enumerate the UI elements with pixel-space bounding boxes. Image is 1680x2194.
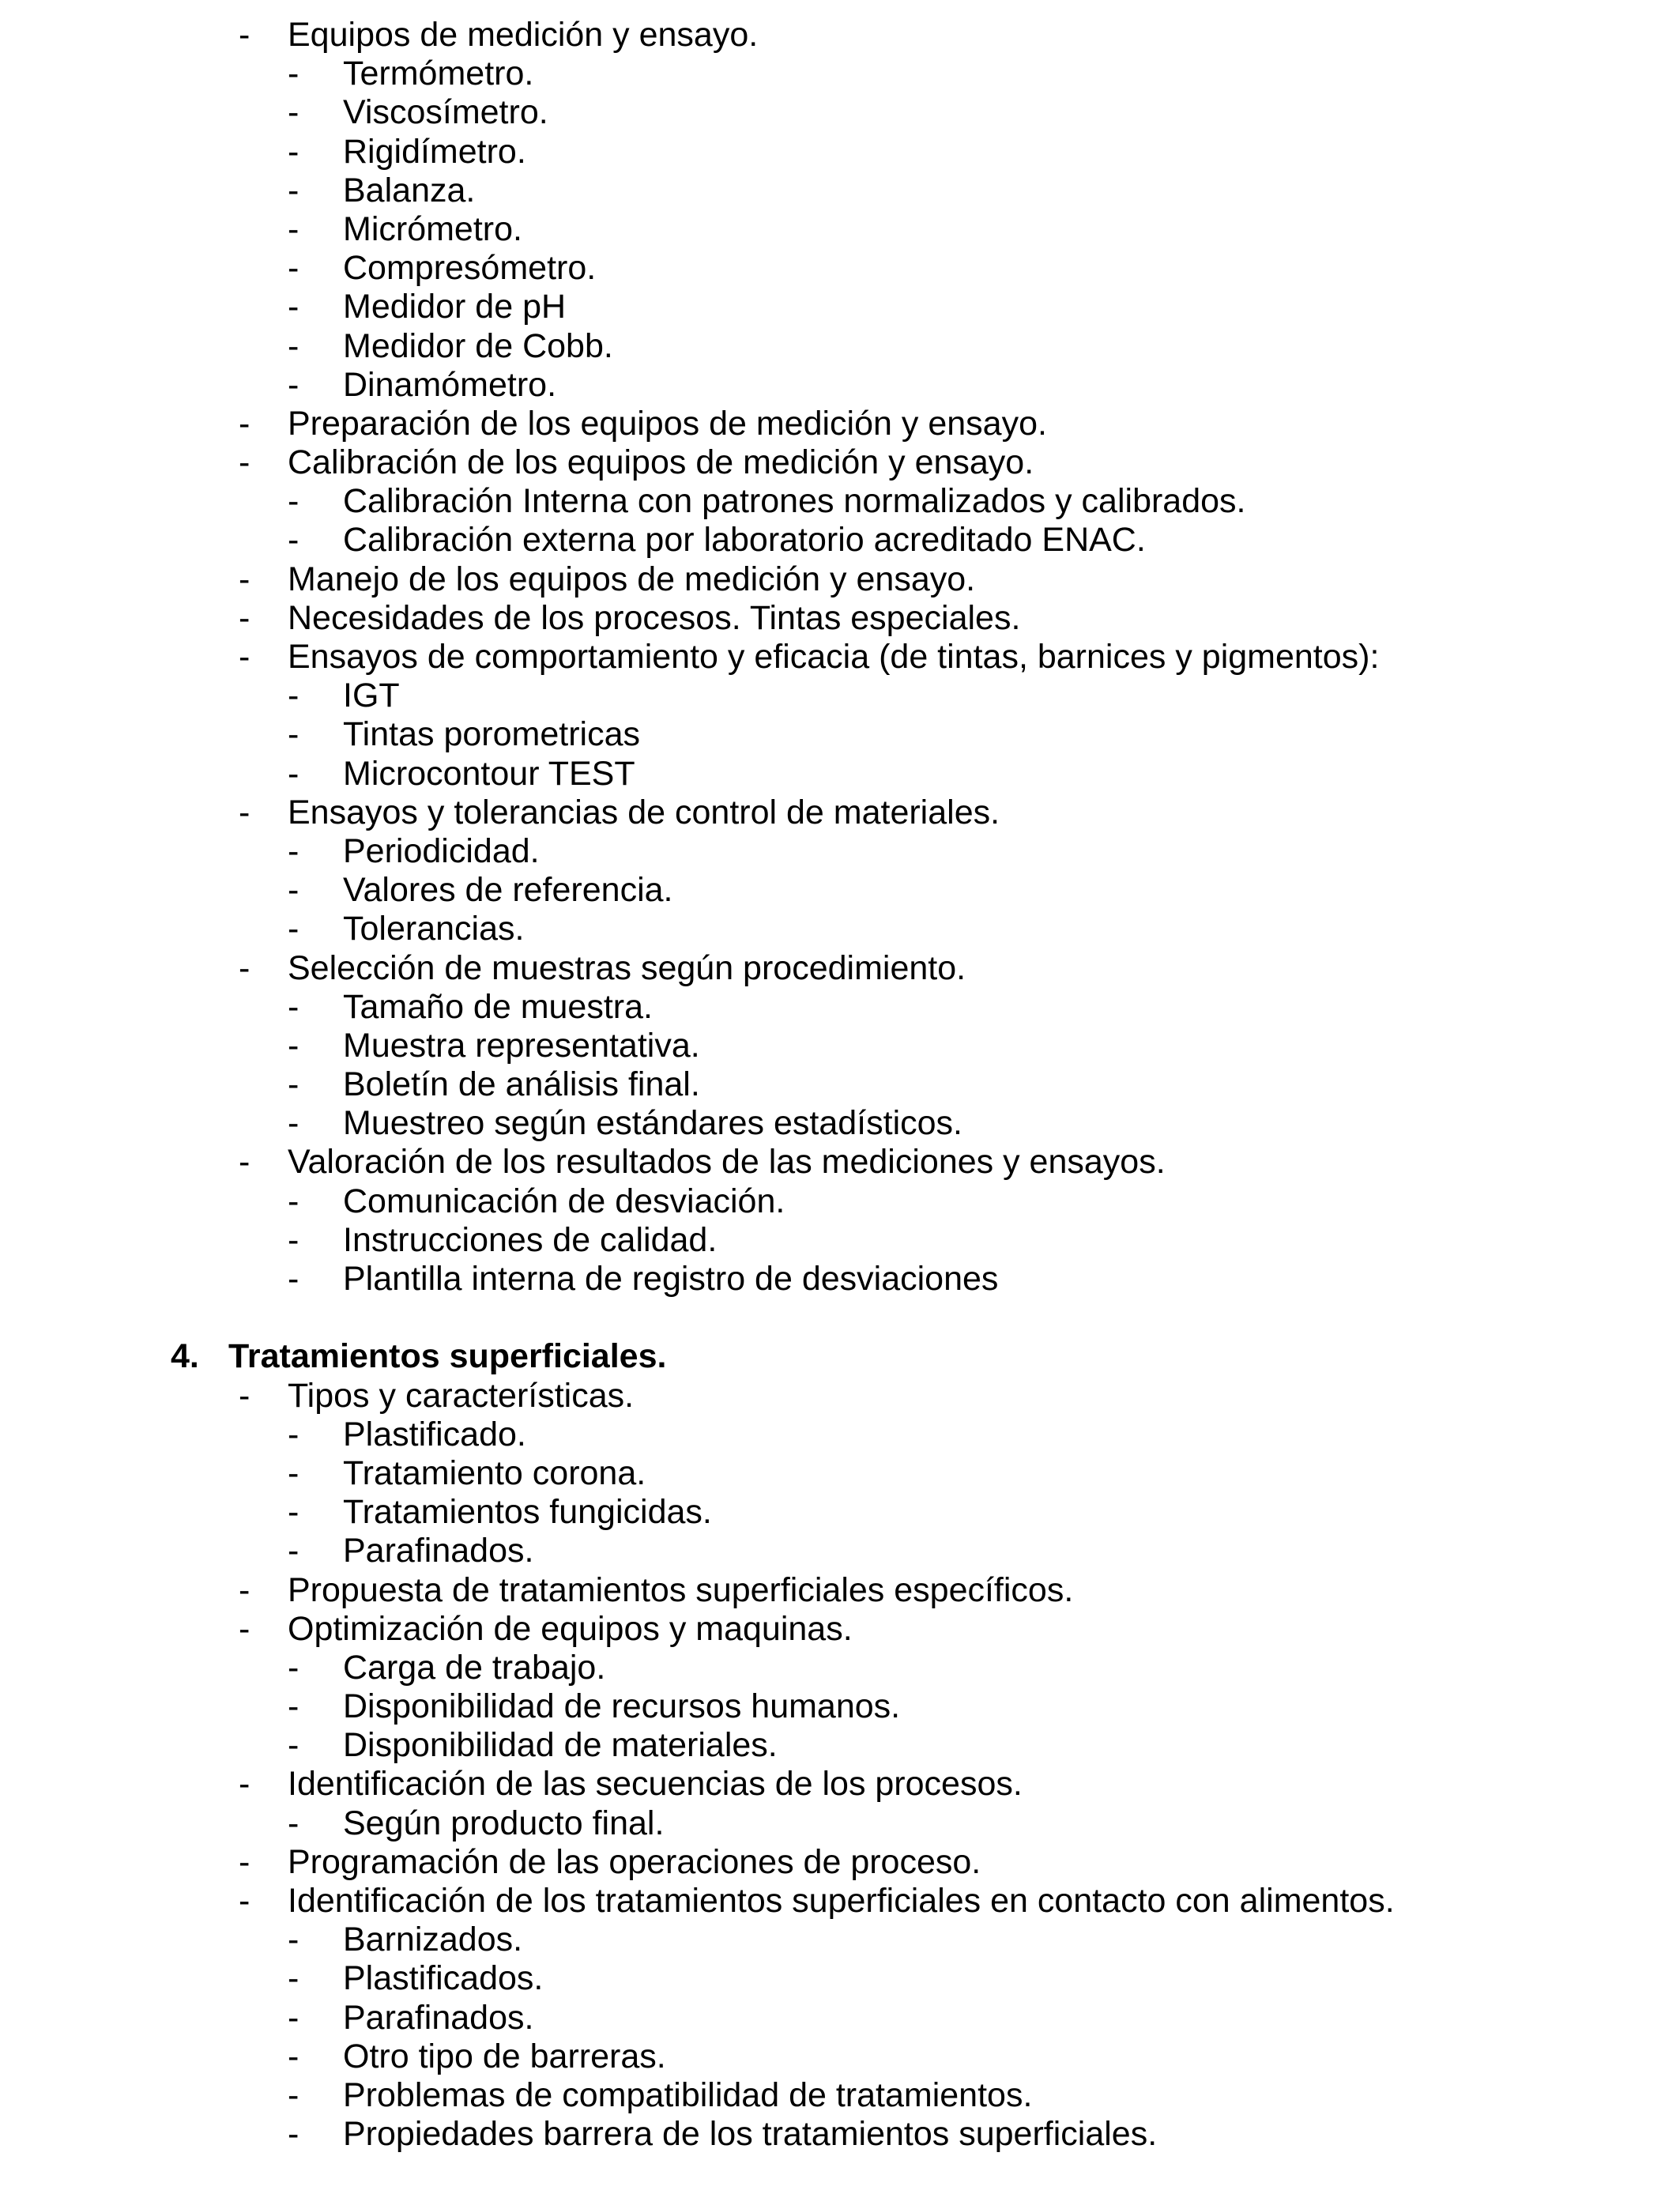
list-item-text: Necesidades de los procesos. Tintas especiales. [288,598,1021,637]
section3-sub-item [0,755,1680,794]
section4-sub-item [0,1726,1680,1765]
list-item-text: Disponibilidad de materiales. [343,1726,778,1765]
bullet-dash: - [288,1726,299,1765]
section3-sub-item [0,1065,1680,1104]
section3-sub-item [0,366,1680,405]
section4-sub-item [0,2115,1680,2154]
list-item-text: Identificación de los tratamientos superficiales en contacto con alimentos. [288,1882,1395,1920]
bullet-dash: - [288,677,299,715]
bullet-dash: - [288,1959,299,1998]
bullet-dash: - [288,1260,299,1298]
list-item-text: Viscosímetro. [343,93,548,132]
section3-sub-item [0,327,1680,366]
bullet-dash: - [288,482,299,521]
list-item-text: Medidor de pH [343,288,567,326]
section4-sub-item [0,1959,1680,1998]
section3-list-item [0,443,1680,482]
list-item-text: Identificación de las secuencias de los procesos. [288,1765,1023,1804]
list-item-text: Valores de referencia. [343,871,673,910]
bullet-dash: - [239,598,250,637]
section3-sub-item [0,988,1680,1027]
bullet-dash: - [288,326,299,365]
section3-sub-item [0,1221,1680,1260]
list-item-text: Ensayos de comportamiento y eficacia (de tintas, barnices y pigmentos): [288,638,1380,676]
bullet-dash: - [239,560,250,598]
list-item-text: Rigidímetro. [343,132,526,171]
bullet-dash: - [288,2115,299,2154]
bullet-dash: - [288,288,299,326]
bullet-dash: - [288,1921,299,1959]
bullet-dash: - [239,638,250,676]
list-item-text: Optimización de equipos y maquinas. [288,1609,853,1648]
section4-sub-item [0,1999,1680,2038]
list-item-text: Muestra representativa. [343,1026,700,1065]
list-item-text: Muestreo según estándares estadísticos. [343,1104,962,1143]
list-item-text: Propuesta de tratamientos superficiales específicos. [288,1570,1074,1609]
section3-sub-item [0,677,1680,715]
section4-sub-item [0,1454,1680,1493]
list-item-text: Termómetro. [343,55,534,93]
list-item-text: Otro tipo de barreras. [343,2037,666,2075]
bullet-dash: - [288,2037,299,2075]
bullet-dash: - [288,1687,299,1726]
section3-sub-item [0,1182,1680,1221]
section4-list-item [0,1377,1680,1416]
section4-sub-item [0,1921,1680,1959]
bullet-dash: - [288,910,299,948]
bullet-dash: - [239,1570,250,1609]
bullet-dash: - [288,831,299,870]
bullet-dash: - [239,443,250,482]
bullet-dash: - [288,1182,299,1220]
list-item-text: Programación de las operaciones de proceso. [288,1842,981,1881]
list-item-text: Ensayos y tolerancias de control de materiales. [288,793,1000,831]
bullet-dash: - [239,404,250,443]
list-item-text: Comunicación de desviación. [343,1182,785,1220]
list-item-text: Calibración externa por laboratorio acreditado ENAC. [343,521,1146,560]
list-item-text: Calibración Interna con patrones normalizados y calibrados. [343,482,1246,521]
list-item-text: Selección de muestras según procedimiento. [288,948,966,987]
list-item-text: Disponibilidad de recursos humanos. [343,1687,901,1726]
section4-sub-item [0,2038,1680,2076]
section3-sub-item [0,1104,1680,1143]
section3-sub-item [0,172,1680,210]
section3-list-item [0,599,1680,638]
bullet-dash: - [288,1104,299,1143]
section-title: Tratamientos superficiales. [228,1337,667,1376]
section3-sub-item [0,521,1680,560]
section4-sub-item [0,1649,1680,1687]
list-item-text: Preparación de los equipos de medición y ensayo. [288,404,1047,443]
list-item-text: Según producto final. [343,1804,665,1842]
section4-sub-item [0,1687,1680,1726]
section3-list-item [0,949,1680,988]
list-item-text: Calibración de los equipos de medición y ensayo. [288,443,1034,482]
list-item-text: Parafinados. [343,1998,534,2037]
list-item-text: Tratamientos fungicidas. [343,1493,712,1532]
list-item-text: Parafinados. [343,1532,534,1570]
list-item-text: Tamaño de muestra. [343,987,653,1026]
list-item-text: Equipos de medición y ensayo. [288,16,759,54]
bullet-dash: - [239,16,250,54]
bullet-dash: - [288,754,299,793]
bullet-dash: - [288,171,299,209]
bullet-dash: - [288,715,299,754]
section3-sub-item [0,1260,1680,1299]
bullet-dash: - [288,55,299,93]
section4-list-item [0,1571,1680,1610]
section3-list-item [0,405,1680,443]
list-item-text: Boletín de análisis final. [343,1065,700,1104]
section3-sub-item [0,871,1680,910]
bullet-dash: - [288,249,299,288]
list-item-text: Plantilla interna de registro de desviaciones [343,1260,999,1298]
section3-list-item [0,560,1680,599]
section4-list-item [0,1843,1680,1882]
section3-sub-item [0,1027,1680,1065]
section3-sub-item [0,832,1680,871]
bullet-dash: - [288,1220,299,1259]
section3-list-item [0,1143,1680,1182]
bullet-dash: - [288,93,299,132]
bullet-dash: - [239,793,250,831]
section3-sub-item [0,715,1680,754]
bullet-dash: - [239,1609,250,1648]
list-item-text: Valoración de los resultados de las mediciones y ensayos. [288,1143,1166,1182]
section4-sub-item [0,1804,1680,1843]
section3-sub-item [0,288,1680,326]
list-item-text: Tolerancias. [343,910,525,948]
section3-list-item [0,794,1680,832]
list-item-text: Microcontour TEST [343,754,635,793]
section-number: 4. [171,1337,199,1376]
list-item-text: Carga de trabajo. [343,1648,606,1687]
bullet-dash: - [288,1532,299,1570]
list-item-text: Plastificado. [343,1415,526,1453]
list-item-text: Micrómetro. [343,209,522,248]
section3-sub-item [0,910,1680,948]
list-item-text: Periodicidad. [343,831,540,870]
bullet-dash: - [288,209,299,248]
bullet-dash: - [239,1143,250,1182]
bullet-dash: - [288,1648,299,1687]
section3-list-item [0,638,1680,677]
list-item-text: Tratamiento corona. [343,1453,646,1492]
section4-list-item [0,1610,1680,1649]
bullet-dash: - [288,1415,299,1453]
list-item-text: Balanza. [343,171,476,209]
list-item-text: Tintas porometricas [343,715,640,754]
bullet-dash: - [288,365,299,404]
section-gap [0,1299,1680,1337]
bullet-dash: - [239,1376,250,1415]
list-item-text: Propiedades barrera de los tratamientos superficiales. [343,2115,1158,2154]
section3-list-item [0,16,1680,55]
list-item-text: Dinamómetro. [343,365,557,404]
list-item-text: Barnizados. [343,1921,523,1959]
list-item-text: Plastificados. [343,1959,544,1998]
bullet-dash: - [288,871,299,910]
list-item-text: Tipos y características. [288,1376,635,1415]
bullet-dash: - [288,1026,299,1065]
bullet-dash: - [288,2075,299,2114]
bullet-dash: - [239,1765,250,1804]
list-item-text: Manejo de los equipos de medición y ensayo. [288,560,976,598]
section4-sub-item [0,1532,1680,1570]
section4-sub-item [0,2076,1680,2115]
bullet-dash: - [288,1804,299,1842]
list-item-text: IGT [343,677,400,715]
list-item-text: Medidor de Cobb. [343,326,613,365]
bullet-dash: - [288,1998,299,2037]
section3-sub-item [0,482,1680,521]
section4-list-item [0,1765,1680,1804]
section-heading [0,1337,1680,1376]
bullet-dash: - [239,948,250,987]
document-page [0,16,1680,2154]
list-item-text: Problemas de compatibilidad de tratamientos. [343,2075,1033,2114]
bullet-dash: - [288,521,299,560]
bullet-dash: - [288,1493,299,1532]
section3-sub-item [0,249,1680,288]
section4-list-item [0,1882,1680,1921]
bullet-dash: - [288,1065,299,1104]
bullet-dash: - [239,1882,250,1920]
section4-sub-item [0,1493,1680,1532]
bullet-dash: - [288,987,299,1026]
section4-sub-item [0,1416,1680,1454]
section3-sub-item [0,133,1680,172]
section3-sub-item [0,55,1680,93]
bullet-dash: - [288,1453,299,1492]
bullet-dash: - [239,1842,250,1881]
list-item-text: Compresómetro. [343,249,597,288]
list-item-text: Instrucciones de calidad. [343,1220,718,1259]
section3-sub-item [0,210,1680,249]
section3-sub-item [0,93,1680,132]
bullet-dash: - [288,132,299,171]
